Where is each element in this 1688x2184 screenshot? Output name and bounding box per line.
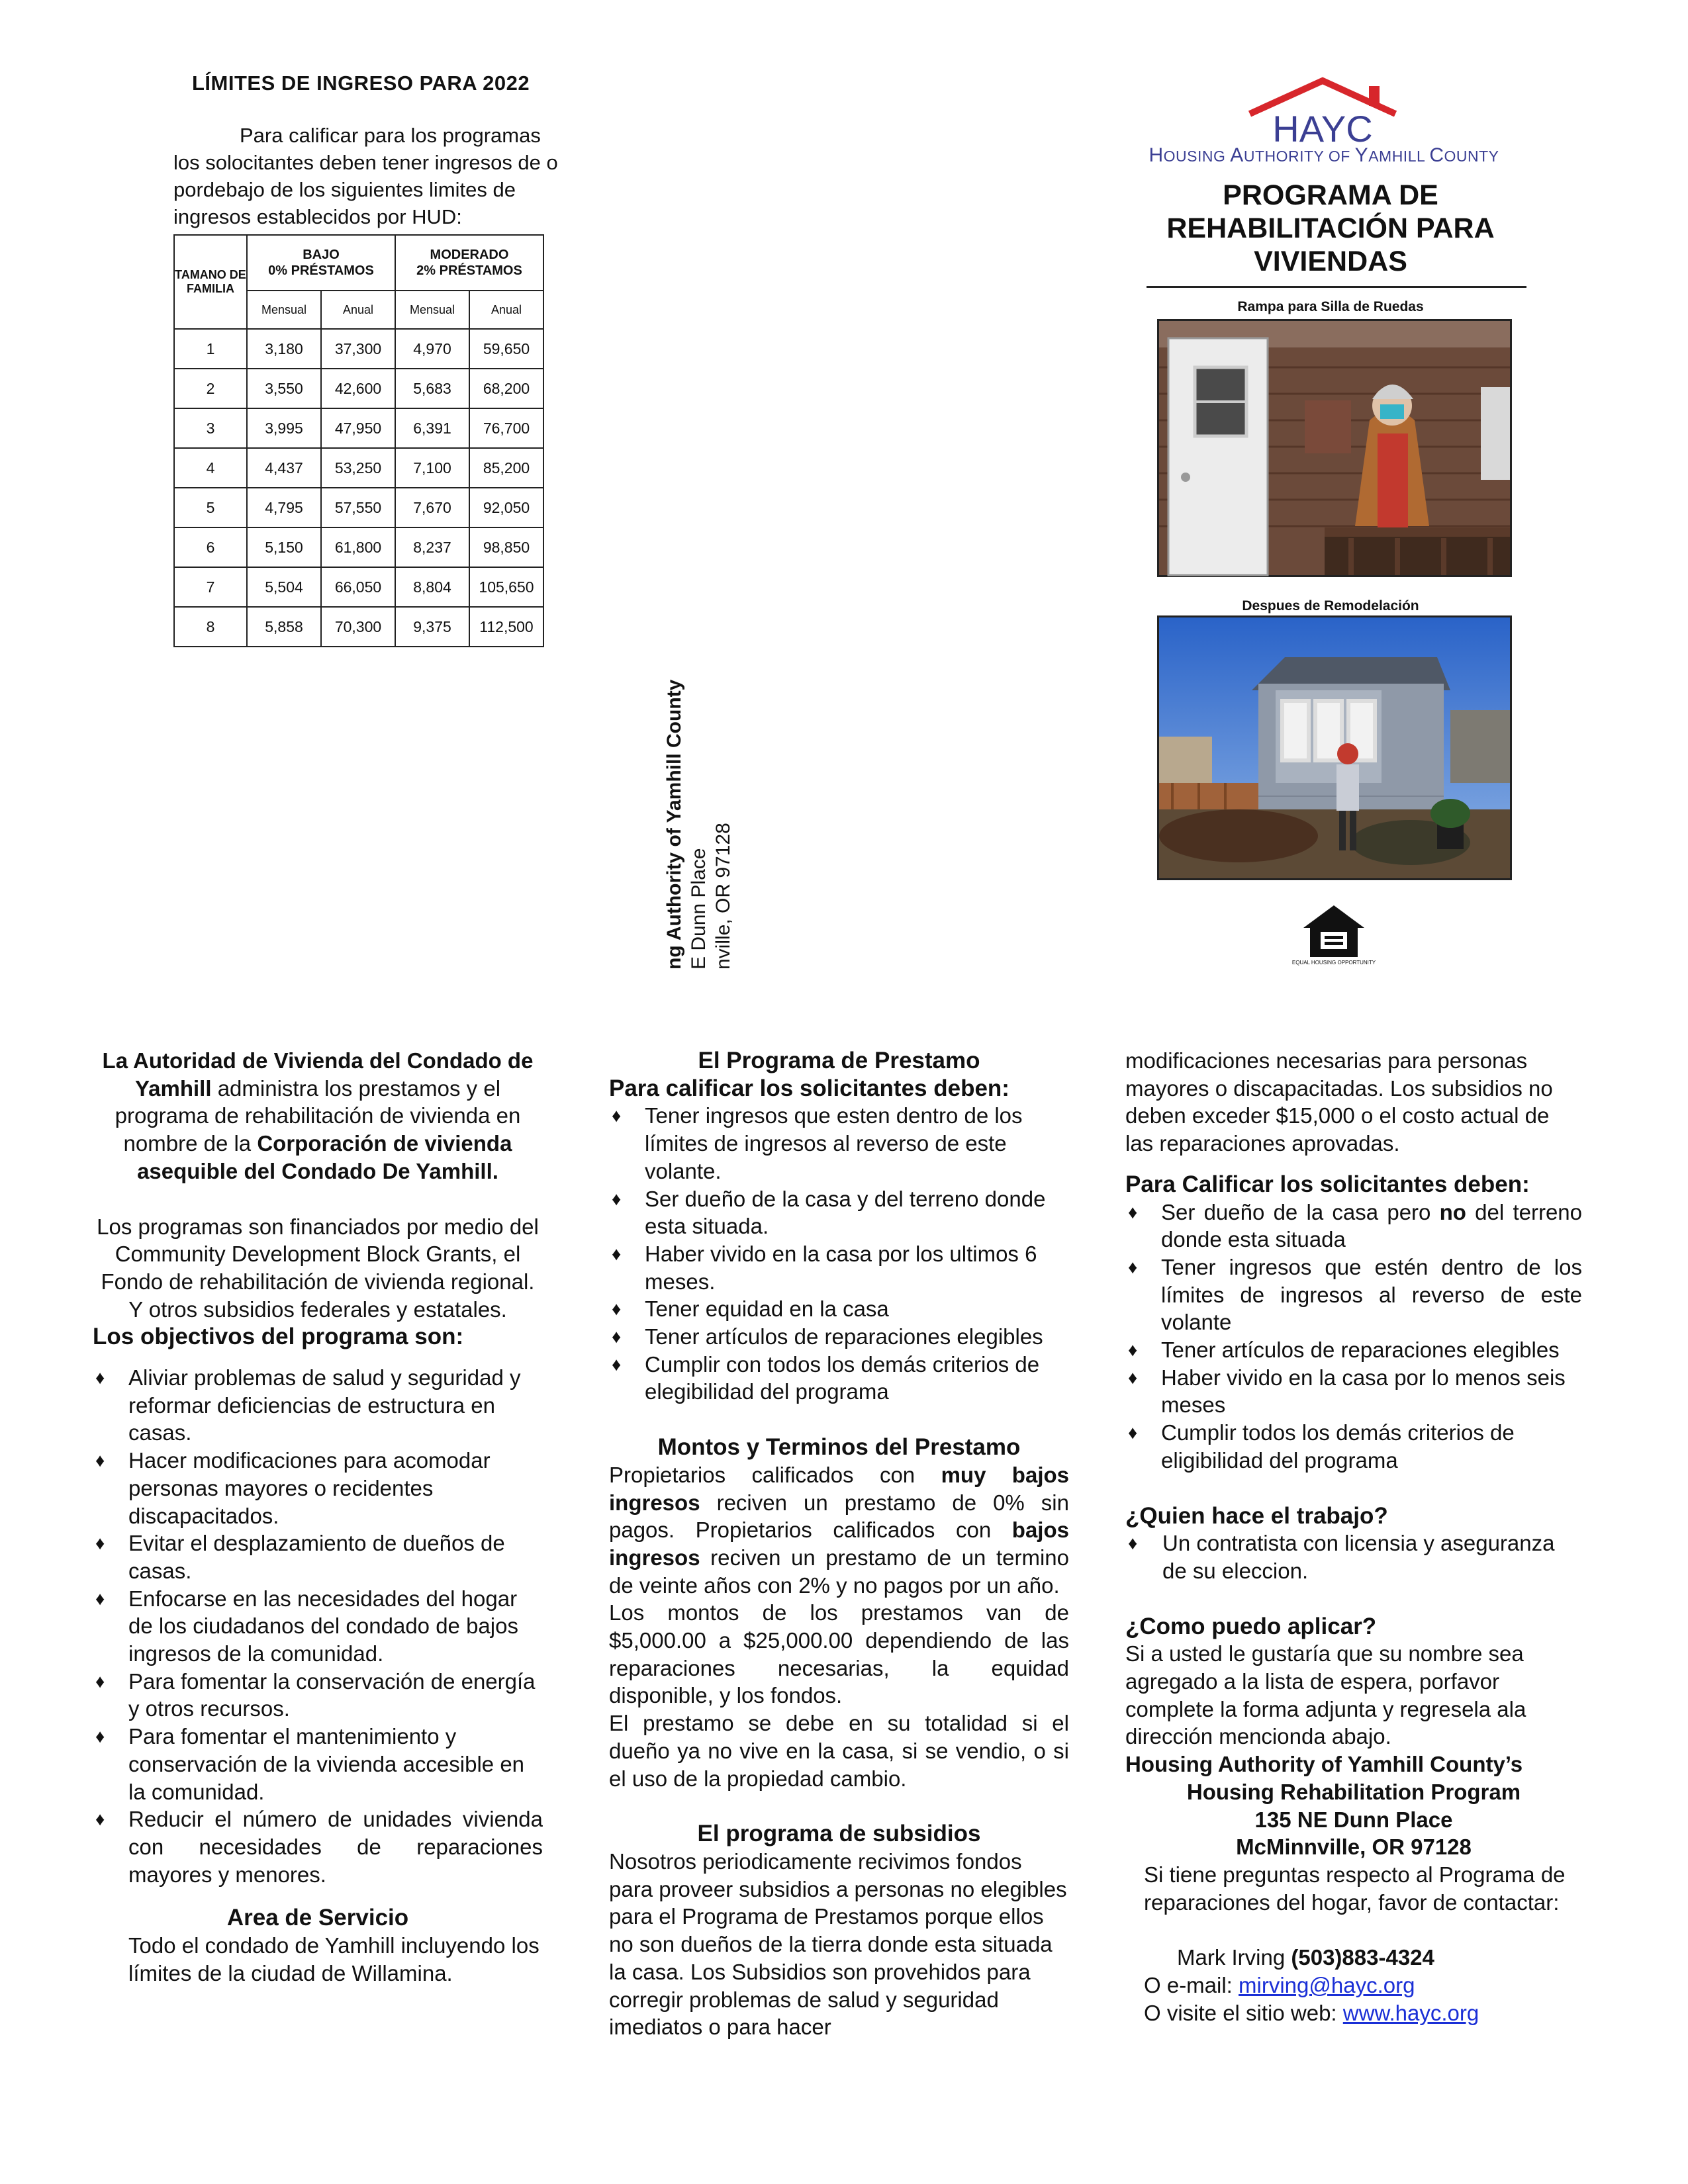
list-item: [609, 1102, 1069, 1185]
requirement-text: Tener artículos de reparaciones elegibles: [1161, 1338, 1560, 1363]
about-paragraph: [93, 1047, 543, 1185]
requirement-text: Tener equidad en la casa: [645, 1297, 889, 1322]
requirement-text: Haber vivido en la casa por los ultimos 6 meses.: [645, 1241, 1037, 1294]
column-grant-contact: [1125, 1047, 1582, 2027]
table-row: [174, 408, 543, 448]
diamond-bullet-icon: ♦: [95, 1533, 105, 1554]
eho-text: EQUAL HOUSING OPPORTUNITY: [1291, 960, 1376, 966]
loan-terms-heading: Montos y Terminos del Prestamo: [657, 1434, 1021, 1461]
cell-low-annual: 57,550: [321, 488, 395, 527]
logo-subtitle: [1125, 144, 1523, 167]
list-item: [609, 1323, 1069, 1351]
logo-sub-part: C: [1429, 144, 1444, 166]
cell-size: 8: [174, 607, 247, 647]
funding-paragraph: Los programas son financiados por medio del Community Development Block Grants, el Fondo de rehabilitación de vivienda regional. Y otros subsidios federales y estatales.: [97, 1214, 539, 1322]
diamond-bullet-icon: ♦: [1128, 1422, 1138, 1443]
cell-low-monthly: 5,150: [247, 527, 321, 567]
cell-low-monthly: 4,795: [247, 488, 321, 527]
cell-low-monthly: 3,550: [247, 369, 321, 408]
list-item: [93, 1364, 543, 1447]
grant-qualify-heading: Para Calificar los solicitantes deben:: [1125, 1171, 1530, 1197]
requirement-text: Haber vivido en la casa por lo menos seis meses: [1161, 1365, 1566, 1418]
list-item: [1125, 1364, 1582, 1419]
requirement-text: Ser dueño de la casa y del terreno donde esta situada.: [645, 1186, 1046, 1239]
cell-mod-annual: 112,500: [469, 607, 543, 647]
grant-continued-paragraph: modificaciones necesarias para personas mayores o discapacitadas. Los subsidios no deben exceder $15,000 o el costo actual de las reparaciones aprovadas.: [1125, 1048, 1553, 1156]
table-row: [174, 527, 543, 567]
income-intro-text: Para calificar para los programas los solocitantes deben tener ingresos de o pordebajo de los siguientes limites de ingresos establecidos por HUD:: [173, 124, 558, 228]
header-low-sub: 0% PRÉSTAMOS: [268, 263, 374, 278]
terms-text: reciven un prestamo de un termino de veinte años con 2% y no pagos por un año.: [609, 1545, 1069, 1598]
requirement-no: no: [1439, 1199, 1466, 1224]
list-item: [609, 1295, 1069, 1323]
logo-sub-part: Y: [1354, 144, 1369, 166]
grant-requirements-list: [1125, 1199, 1582, 1475]
mailing-address-line1: Housing Authority of Yamhill County’s: [1125, 1752, 1523, 1777]
table-row: [174, 607, 543, 647]
objectives-heading: Los objectivos del programa son:: [93, 1324, 464, 1350]
about-corporation: Corporación de vivienda asequible del Condado De Yamhill.: [137, 1131, 512, 1183]
cell-low-monthly: 5,858: [247, 607, 321, 647]
who-text: Un contratista con licensia y aseguranza de su eleccion.: [1162, 1531, 1555, 1583]
diamond-bullet-icon: ♦: [612, 1326, 622, 1347]
return-address-line1: ng Authority of Yamhill County: [663, 679, 685, 970]
logo-sub-part: OUSING: [1163, 148, 1231, 165]
objective-text: Para fomentar el mantenimiento y conservación de la vivienda accesible en la comunidad.: [128, 1724, 525, 1804]
requirement-text: Cumplir con todos los demás criterios de elegibilidad del programa: [645, 1351, 1040, 1404]
diamond-bullet-icon: ♦: [1128, 1533, 1138, 1554]
header-family-size: TAMANO DE FAMILIA: [174, 235, 247, 329]
list-item: [93, 1529, 543, 1584]
list-item: [1125, 1529, 1582, 1584]
diamond-bullet-icon: ♦: [95, 1450, 105, 1471]
logo-sub-part: UTHORITY OF: [1243, 148, 1355, 165]
diamond-bullet-icon: ♦: [612, 1188, 622, 1209]
house-roof-icon: [1125, 73, 1523, 150]
cell-low-annual: 47,950: [321, 408, 395, 448]
cell-size: 3: [174, 408, 247, 448]
requirement-text: Tener ingresos que esten dentro de los límites de ingresos al reverso de este volante.: [645, 1103, 1023, 1183]
who-list: [1125, 1529, 1582, 1584]
cell-mod-annual: 92,050: [469, 488, 543, 527]
service-area-text: Todo el condado de Yamhill incluyendo los límites de la ciudad de Willamina.: [128, 1933, 539, 1985]
diamond-bullet-icon: ♦: [95, 1670, 105, 1692]
cell-low-annual: 53,250: [321, 448, 395, 488]
cover-title: [1119, 179, 1542, 278]
list-item: [93, 1668, 543, 1723]
column-loan: [609, 1047, 1069, 2041]
header-moderate: [395, 235, 543, 291]
loan-qualify-heading: Para calificar los solicitantes deben:: [609, 1075, 1009, 1101]
diamond-bullet-icon: ♦: [612, 1105, 622, 1126]
cell-mod-monthly: 5,683: [395, 369, 469, 408]
cover-title-line: VIVIENDAS: [1254, 246, 1407, 277]
loan-amounts-paragraph: Los montos de los prestamos van de $5,000.00 a $25,000.00 dependiendo de las reparaciones necesarias, la equidad disponible, y los fondos.: [609, 1600, 1069, 1708]
column-about: [93, 1047, 543, 1987]
logo-sub-part: H: [1149, 144, 1164, 166]
diamond-bullet-icon: ♦: [1128, 1256, 1138, 1277]
ramp-photo-image: [1159, 321, 1510, 575]
website-label: O visite el sitio web:: [1144, 2000, 1343, 2025]
photo-caption-remodel: Despues de Remodelación: [1242, 598, 1419, 614]
loan-terms-paragraph: [609, 1461, 1069, 1600]
cell-mod-annual: 85,200: [469, 448, 543, 488]
objectives-list: [93, 1364, 543, 1888]
loan-program-heading: El Programa de Prestamo: [698, 1048, 980, 1073]
header-low-label: BAJO: [303, 248, 340, 262]
cell-low-monthly: 3,995: [247, 408, 321, 448]
cover-title-line: PROGRAMA DE: [1223, 179, 1438, 211]
cell-mod-annual: 76,700: [469, 408, 543, 448]
list-item: [93, 1805, 543, 1888]
table-row: [174, 369, 543, 408]
cell-mod-monthly: 7,670: [395, 488, 469, 527]
equal-housing-icon: [1291, 903, 1376, 969]
cell-mod-monthly: 9,375: [395, 607, 469, 647]
email-label: O e-mail:: [1144, 1973, 1239, 1998]
about-authority: La Autoridad de Vivienda del Condado de Yamhill: [102, 1048, 534, 1101]
cell-size: 6: [174, 527, 247, 567]
diamond-bullet-icon: ♦: [1128, 1201, 1138, 1222]
contact-line: [1125, 1944, 1582, 1972]
cell-mod-annual: 59,650: [469, 329, 543, 369]
questions-paragraph: Si tiene preguntas respecto al Programa de reparaciones del hogar, favor de contactar:: [1144, 1862, 1566, 1915]
cell-low-annual: 42,600: [321, 369, 395, 408]
table-row: [174, 567, 543, 607]
objective-text: Hacer modificaciones para acomodar personas mayores o recidentes discapacitados.: [128, 1448, 491, 1528]
requirement-text: del terreno donde esta situada: [1161, 1199, 1582, 1252]
photo-wheelchair-ramp: [1157, 319, 1512, 577]
income-limits-title: LÍMITES DE INGRESO PARA 2022: [192, 71, 530, 95]
photo-after-remodel: [1157, 615, 1512, 880]
contact-name: Mark Irving: [1177, 1945, 1291, 1970]
loan-due-paragraph: El prestamo se debe en su totalidad si el dueño ya no vive en la casa, si se vendio, o si el uso de la propiedad cambio.: [609, 1711, 1069, 1791]
income-limits-table: [173, 234, 544, 647]
diamond-bullet-icon: ♦: [612, 1243, 622, 1264]
cell-low-annual: 61,800: [321, 527, 395, 567]
cell-mod-monthly: 7,100: [395, 448, 469, 488]
header-mod-sub: 2% PRÉSTAMOS: [416, 263, 522, 278]
cell-size: 4: [174, 448, 247, 488]
grant-paragraph: Nosotros periodicamente recivimos fondos para proveer subsidios a personas no elegibles para el Programa de Prestamos porque ellos no son dueños de la tierra donde esta situada la casa. Los Subsidios son provehidos para corregir problemas de salud y seguridad imediatos o para hacer: [609, 1848, 1067, 2040]
cell-low-annual: 37,300: [321, 329, 395, 369]
cell-size: 1: [174, 329, 247, 369]
income-limits-intro: [173, 122, 569, 230]
diamond-bullet-icon: ♦: [95, 1809, 105, 1830]
cell-mod-monthly: 8,804: [395, 567, 469, 607]
mailing-address-line2: Housing Rehabilitation Program: [1186, 1779, 1521, 1804]
terms-very-low: muy bajos ingresos: [609, 1462, 1070, 1515]
header-mod-monthly: Mensual: [395, 291, 469, 329]
list-item: [609, 1240, 1069, 1295]
email-link[interactable]: mirving@hayc.org: [1239, 1973, 1415, 1998]
cover-title-line: REHABILITACIÓN PARA: [1166, 212, 1495, 244]
list-item: [609, 1185, 1069, 1240]
table-row: [174, 329, 543, 369]
cell-size: 2: [174, 369, 247, 408]
diamond-bullet-icon: ♦: [95, 1367, 105, 1388]
email-line: [1125, 1972, 1582, 1999]
who-does-work-heading: ¿Quien hace el trabajo?: [1125, 1502, 1388, 1529]
list-item: [609, 1351, 1069, 1406]
return-address: [662, 665, 735, 970]
diamond-bullet-icon: ♦: [95, 1726, 105, 1747]
cell-low-annual: 70,300: [321, 607, 395, 647]
remodel-photo-image: [1159, 617, 1510, 878]
header-mod-label: MODERADO: [430, 248, 509, 262]
requirement-text: Cumplir todos los demás criterios de eligibilidad del programa: [1161, 1420, 1515, 1473]
loan-requirements-list: [609, 1102, 1069, 1406]
grant-program-heading: El programa de subsidios: [697, 1821, 981, 1847]
terms-text: Propietarios calificados con: [609, 1462, 941, 1487]
cell-size: 7: [174, 567, 247, 607]
apply-paragraph: Si a usted le gustaría que su nombre sea agregado a la lista de espera, porfavor complete la forma adjunta y regresela ala dirección mencionda abajo.: [1125, 1641, 1526, 1749]
logo-sub-part: A: [1230, 144, 1244, 166]
logo-sub-part: AMHILL: [1368, 148, 1430, 165]
diamond-bullet-icon: ♦: [612, 1353, 622, 1375]
diamond-bullet-icon: ♦: [612, 1298, 622, 1320]
logo-sub-part: OUNTY: [1444, 148, 1499, 165]
cell-low-monthly: 4,437: [247, 448, 321, 488]
list-item: [1125, 1419, 1582, 1474]
cell-mod-annual: 68,200: [469, 369, 543, 408]
terms-text: reciven un prestamo de 0% sin pagos. Propietarios calificados con: [609, 1490, 1069, 1543]
cell-mod-annual: 105,650: [469, 567, 543, 607]
list-item: [1125, 1199, 1582, 1253]
header-low-annual: Anual: [321, 291, 395, 329]
requirement-text: Ser dueño de la casa pero: [1161, 1199, 1440, 1224]
cell-low-annual: 66,050: [321, 567, 395, 607]
list-item: [93, 1723, 543, 1805]
website-link[interactable]: www.hayc.org: [1342, 2000, 1479, 2025]
equal-housing-opportunity-logo: [1291, 903, 1376, 969]
objective-text: Para fomentar la conservación de energía y otros recursos.: [128, 1668, 536, 1721]
diamond-bullet-icon: ♦: [95, 1588, 105, 1609]
objective-text: Aliviar problemas de salud y seguridad y reformar deficiencias de estructura en casas.: [128, 1365, 521, 1445]
table-row: [174, 488, 543, 527]
cell-size: 5: [174, 488, 247, 527]
logo-text: HAYC: [1272, 108, 1373, 150]
terms-low: bajos ingresos: [609, 1518, 1069, 1570]
objective-text: Reducir el número de unidades vivienda con necesidades de reparaciones mayores y menores.: [128, 1807, 543, 1887]
header-low-monthly: Mensual: [247, 291, 321, 329]
list-item: [93, 1585, 543, 1668]
requirement-text: Tener artículos de reparaciones elegibles: [645, 1324, 1043, 1349]
list-item: [93, 1447, 543, 1529]
mailing-address-line3: 135 NE Dunn Place: [1254, 1807, 1453, 1832]
cell-mod-annual: 98,850: [469, 527, 543, 567]
service-area-heading: Area de Servicio: [226, 1905, 409, 1931]
diamond-bullet-icon: ♦: [1128, 1367, 1138, 1388]
list-item: [1125, 1253, 1582, 1336]
header-low: [247, 235, 395, 291]
return-address-line2: E Dunn Place: [688, 848, 710, 970]
table-row: [174, 448, 543, 488]
objective-text: Enfocarse en las necesidades del hogar de los ciudadanos del condado de bajos ingresos de la comunidad.: [128, 1586, 518, 1666]
return-address-line3: nville, OR 97128: [712, 823, 734, 970]
mailing-address-line4: McMinnville, OR 97128: [1236, 1835, 1472, 1860]
cell-mod-monthly: 4,970: [395, 329, 469, 369]
diamond-bullet-icon: ♦: [1128, 1340, 1138, 1361]
about-text: administra los prestamos y el programa de rehabilitación de vivienda en nombre de la: [115, 1075, 521, 1156]
cell-low-monthly: 3,180: [247, 329, 321, 369]
cover-divider: [1147, 286, 1526, 288]
how-to-apply-heading: ¿Como puedo aplicar?: [1125, 1613, 1377, 1639]
header-mod-annual: Anual: [469, 291, 543, 329]
cell-mod-monthly: 6,391: [395, 408, 469, 448]
list-item: [1125, 1336, 1582, 1364]
objective-text: Evitar el desplazamiento de dueños de casas.: [128, 1531, 505, 1583]
requirement-text: Tener ingresos que estén dentro de los límites de ingresos al reverso de este volante: [1161, 1254, 1582, 1335]
cell-low-monthly: 5,504: [247, 567, 321, 607]
website-line: [1125, 1999, 1582, 2027]
contact-phone: (503)883-4324: [1291, 1945, 1434, 1970]
photo-caption-ramp: Rampa para Silla de Ruedas: [1237, 299, 1424, 314]
cell-mod-monthly: 8,237: [395, 527, 469, 567]
